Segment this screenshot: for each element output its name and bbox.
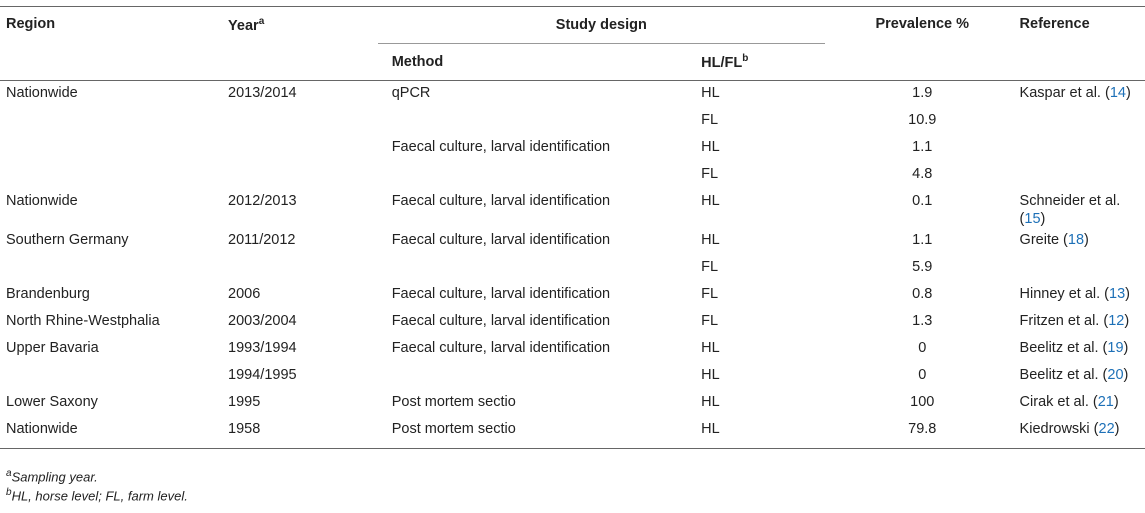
reference-close: ) xyxy=(1084,232,1089,248)
cell-reference xyxy=(1020,255,1145,282)
cell-year: 1994/1995 xyxy=(228,367,297,383)
reference-text: Beelitz et al. ( xyxy=(1019,340,1108,356)
table-body xyxy=(0,81,1145,449)
cell-year: 2006 xyxy=(228,286,261,302)
cell-prevalence: 10.9 xyxy=(908,112,937,128)
table-row xyxy=(0,390,1145,417)
cell-method: Faecal culture, larval identification xyxy=(391,139,611,155)
reference-text: Beelitz et al. ( xyxy=(1019,367,1108,383)
reference-close: ) xyxy=(1113,394,1119,410)
cell-reference xyxy=(1020,363,1145,390)
cell-reference xyxy=(1020,135,1145,162)
reference-link[interactable]: 14 xyxy=(1109,85,1126,101)
cell-method: Faecal culture, larval identification xyxy=(391,286,611,302)
cell-hlfl: FL xyxy=(701,313,719,329)
footnote-b-marker: b xyxy=(742,53,749,65)
reference-link[interactable]: 12 xyxy=(1108,313,1125,329)
reference-text: Fritzen et al. ( xyxy=(1019,313,1109,329)
cell-hlfl: HL xyxy=(701,417,825,449)
header-prevalence: Prevalence % xyxy=(825,7,1020,81)
cell-prevalence: 1.1 xyxy=(912,139,933,155)
table-row xyxy=(0,363,1145,390)
cell-region xyxy=(0,255,228,282)
table-row xyxy=(0,417,1145,449)
reference-text: Cirak et al. ( xyxy=(1019,394,1098,410)
cell-region: Upper Bavaria xyxy=(6,340,99,356)
reference-close: ) xyxy=(1124,313,1130,329)
table-row xyxy=(0,336,1145,363)
cell-prevalence: 4.8 xyxy=(912,166,933,182)
footnote-b: $^b$HL, horse level; FL, farm level. xyxy=(6,487,188,504)
cell-region: Nationwide xyxy=(0,417,228,449)
cell-hlfl: HL xyxy=(701,367,720,383)
table-row xyxy=(0,309,1145,336)
cell-prevalence: 79.8 xyxy=(825,417,1020,449)
reference-close: ) xyxy=(1123,367,1129,383)
reference-link[interactable]: 13 xyxy=(1109,286,1126,302)
cell-method: Faecal culture, larval identification xyxy=(391,340,611,356)
cell-hlfl: FL xyxy=(701,112,719,128)
cell-prevalence: 1.3 xyxy=(912,313,933,329)
reference-link[interactable]: 20 xyxy=(1107,367,1124,383)
cell-reference xyxy=(1020,162,1145,189)
cell-prevalence: 1.9 xyxy=(912,85,933,101)
cell-prevalence: 1.1 xyxy=(912,232,933,248)
cell-region xyxy=(0,363,228,390)
cell-reference xyxy=(1020,189,1145,228)
reference-close: ) xyxy=(1125,85,1131,101)
cell-region: North Rhine-Westphalia xyxy=(6,313,160,329)
cell-year: 1995 xyxy=(228,394,261,410)
table-row xyxy=(0,282,1145,309)
cell-reference xyxy=(1020,282,1145,309)
table-row xyxy=(0,189,1145,228)
cell-prevalence: 0 xyxy=(918,340,927,356)
cell-reference xyxy=(1020,228,1145,255)
cell-reference xyxy=(1020,81,1145,109)
cell-method: Post mortem sectio xyxy=(378,417,701,449)
reference-close: ) xyxy=(1114,421,1120,437)
footnote-a: $^a$Sampling year. xyxy=(6,468,98,485)
cell-year xyxy=(228,255,378,282)
header-hlfl: $HL/FL^b$ xyxy=(701,44,825,81)
reference-link[interactable]: 15 xyxy=(1024,211,1041,227)
reference-link[interactable]: 21 xyxy=(1097,394,1114,410)
cell-region xyxy=(0,135,228,162)
cell-hlfl: HL xyxy=(701,340,720,356)
cell-region: Brandenburg xyxy=(6,286,90,302)
cell-reference xyxy=(1020,417,1145,449)
cell-method: Faecal culture, larval identification xyxy=(391,232,611,248)
reference-link[interactable]: 18 xyxy=(1067,232,1085,248)
header-row-1 xyxy=(0,7,1145,44)
cell-method: Faecal culture, larval identification xyxy=(391,193,611,209)
cell-region xyxy=(0,108,228,135)
cell-hlfl: HL xyxy=(701,394,720,410)
cell-year: 2011/2012 xyxy=(228,232,296,248)
cell-region: Lower Saxony xyxy=(6,394,98,410)
cell-method xyxy=(378,255,701,282)
cell-method xyxy=(378,108,701,135)
table-row xyxy=(0,135,1145,162)
cell-prevalence: 0 xyxy=(918,367,927,383)
cell-year: 1993/1994 xyxy=(228,340,297,356)
table-row xyxy=(0,81,1145,109)
cell-hlfl: HL xyxy=(701,85,720,101)
cell-method xyxy=(378,363,701,390)
cell-reference xyxy=(1020,390,1145,417)
cell-region: Nationwide xyxy=(6,193,78,209)
reference-text: Kiedrowski ( xyxy=(1019,421,1099,437)
cell-year: 2012/2013 xyxy=(228,193,297,209)
table-row xyxy=(0,228,1145,255)
header-year: Year$^a$ xyxy=(228,7,378,81)
cell-method xyxy=(378,162,701,189)
header-method: Method xyxy=(378,44,701,81)
reference-text: Schneider et al. ( xyxy=(1019,193,1121,227)
cell-hlfl: FL xyxy=(701,166,719,182)
reference-close: ) xyxy=(1123,340,1129,356)
cell-year xyxy=(228,108,378,135)
header-region: Region xyxy=(0,7,228,81)
cell-prevalence: 5.9 xyxy=(912,259,933,275)
cell-reference xyxy=(1020,309,1145,336)
reference-text: Hinney et al. ( xyxy=(1019,286,1110,302)
cell-region: Southern Germany xyxy=(6,232,129,248)
cell-prevalence: 0.8 xyxy=(912,286,933,302)
footnote-a-marker: a xyxy=(258,16,265,27)
cell-reference xyxy=(1020,336,1145,363)
cell-prevalence: 100 xyxy=(910,394,935,410)
reference-link[interactable]: 19 xyxy=(1107,340,1124,356)
cell-hlfl: HL xyxy=(701,193,720,209)
cell-year: 1958 xyxy=(228,417,378,449)
prevalence-table xyxy=(0,6,1145,449)
cell-reference xyxy=(1020,108,1145,135)
cell-hlfl: HL xyxy=(701,139,720,155)
cell-method: Faecal culture, larval identification xyxy=(391,313,611,329)
reference-close: ) xyxy=(1040,211,1046,227)
cell-year xyxy=(228,135,378,162)
cell-method: Post mortem sectio xyxy=(391,394,516,410)
table-row xyxy=(0,108,1145,135)
reference-text: Kaspar et al. ( xyxy=(1019,85,1110,101)
reference-close: ) xyxy=(1125,286,1130,302)
table-row xyxy=(0,162,1145,189)
reference-link[interactable]: 22 xyxy=(1098,421,1115,437)
cell-year: 2003/2004 xyxy=(228,313,297,329)
reference-text: Greite ( xyxy=(1019,232,1068,248)
cell-region: Nationwide xyxy=(6,85,78,101)
cell-hlfl: FL xyxy=(701,286,719,302)
header-study-design: Study design xyxy=(378,7,825,44)
cell-year: 2013/2014 xyxy=(228,85,297,101)
cell-prevalence: 0.1 xyxy=(912,193,933,209)
cell-year xyxy=(228,162,378,189)
cell-hlfl: HL xyxy=(701,232,720,248)
table-row xyxy=(0,255,1145,282)
cell-region xyxy=(0,162,228,189)
cell-method: qPCR xyxy=(391,85,431,101)
cell-hlfl: FL xyxy=(701,259,719,275)
header-reference: Reference xyxy=(1020,7,1145,81)
